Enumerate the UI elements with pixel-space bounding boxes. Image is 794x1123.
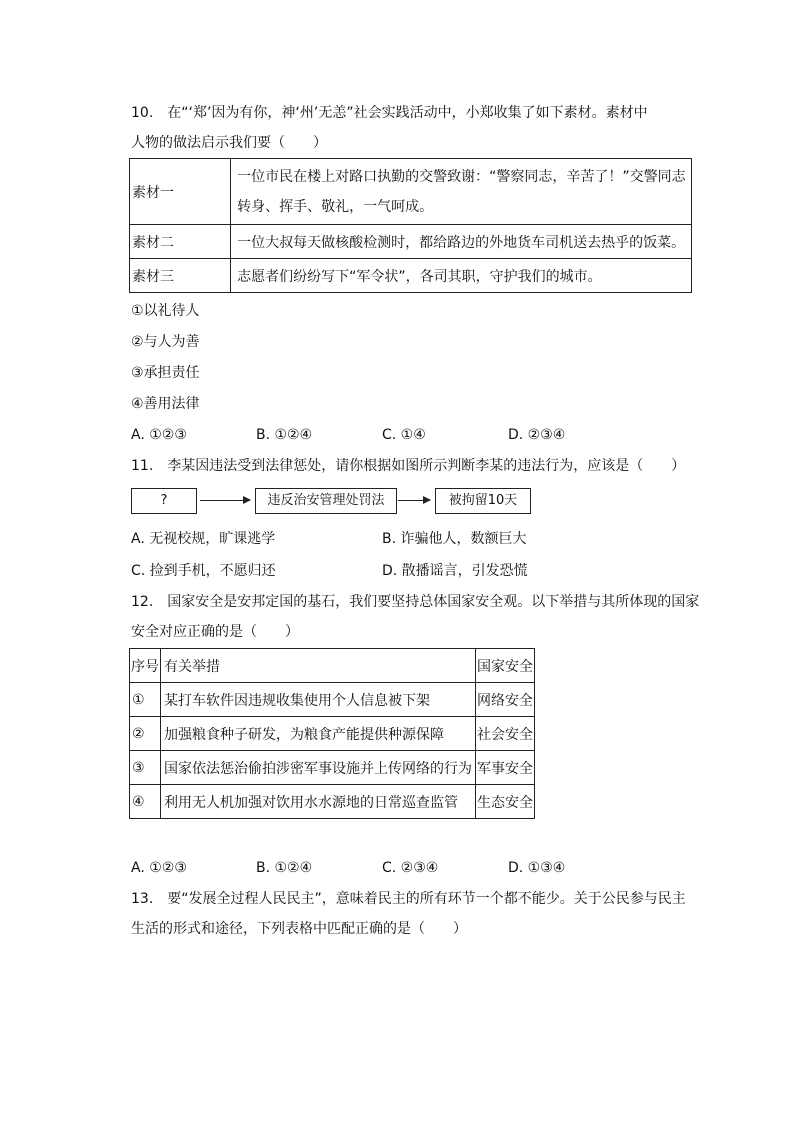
- q10-statement: ③承担责任: [131, 365, 200, 381]
- q10-material-table: [129, 158, 692, 293]
- q10-option-b[interactable]: B. ①②④: [256, 427, 313, 443]
- material-content-line: 一位市民在楼上对路口执勤的交警致谢：“警察同志，辛苦了！”交警同志: [237, 168, 686, 185]
- material-label: 素材三: [130, 259, 231, 293]
- table-row: [130, 683, 535, 717]
- material-content-line: 转身、挥手、敬礼，一气呵成。: [237, 198, 434, 215]
- row-measure: 利用无人机加强对饮用水水源地的日常巡查监管: [161, 785, 476, 819]
- q12-option-c[interactable]: C. ②③④: [382, 860, 439, 876]
- row-measure: 某打车软件因违规收集使用个人信息被下架: [161, 683, 476, 717]
- table-row: [130, 159, 692, 225]
- row-measure: 加强粮食种子研发，为粮食产能提供种源保障: [161, 717, 476, 751]
- q10-statement: ④善用法律: [131, 396, 200, 412]
- q10-statement: ①以礼待人: [131, 303, 200, 319]
- table-row: [130, 225, 692, 259]
- q11-option-b[interactable]: B. 诈骗他人，数额巨大: [382, 531, 527, 547]
- row-security: 网络安全: [476, 683, 535, 717]
- header-security: 国家安全: [476, 649, 535, 683]
- q11-option-a[interactable]: A. 无视校规，旷课逃学: [131, 531, 276, 547]
- q12-option-a[interactable]: A. ①②③: [131, 860, 187, 876]
- row-index: ④: [130, 785, 161, 819]
- q11-option-d[interactable]: D. 散播谣言，引发恐慌: [382, 563, 528, 579]
- flow-box-unknown: ?: [131, 488, 197, 514]
- q12-security-table: [129, 648, 535, 819]
- table-header-row: [130, 649, 535, 683]
- material-label: 素材二: [130, 225, 231, 259]
- table-row: [130, 785, 535, 819]
- row-security: 生态安全: [476, 785, 535, 819]
- q13-stem-line2: 生活的形式和途径，下列表格中匹配正确的是（ ）: [131, 921, 467, 937]
- q12-option-d[interactable]: D. ①③④: [508, 860, 566, 876]
- q12-stem-line2: 安全对应正确的是（ ）: [131, 624, 299, 640]
- q11-stem: 11. 李某因违法受到法律惩处，请你根据如图所示判断李某的违法行为，应该是（ ）: [131, 458, 686, 474]
- q11-option-c[interactable]: C. 捡到手机，不愿归还: [131, 563, 276, 579]
- header-index: 序号: [130, 649, 161, 683]
- q13-stem-line1: 13. 要“发展全过程人民民主”，意味着民主的所有环节一个都不能少。关于公民参与民主: [131, 891, 686, 907]
- row-measure: 国家依法惩治偷拍涉密军事设施并上传网络的行为: [161, 751, 476, 785]
- flow-box-detention: 被拘留10天: [435, 488, 531, 514]
- table-row: [130, 259, 692, 293]
- q10-option-c[interactable]: C. ①④: [382, 427, 426, 443]
- flow-box-law: 违反治安管理处罚法: [255, 488, 397, 514]
- row-security: 社会安全: [476, 717, 535, 751]
- q12-option-b[interactable]: B. ①②④: [256, 860, 313, 876]
- material-content: [231, 159, 692, 225]
- row-security: 军事安全: [476, 751, 535, 785]
- q12-stem-line1: 12. 国家安全是安邦定国的基石，我们要坚持总体国家安全观。以下举措与其所体现的国家: [131, 594, 700, 610]
- q10-stem-line2: 人物的做法启示我们要（ ）: [131, 135, 327, 151]
- material-label: 素材一: [130, 159, 231, 225]
- q10-option-a[interactable]: A. ①②③: [131, 427, 187, 443]
- q10-stem-line1: 10. 在“‘郑’因为有你，神‘州’无恙”社会实践活动中，小郑收集了如下素材。素材中: [131, 105, 648, 121]
- material-content: 志愿者们纷纷写下“军令状”，各司其职，守护我们的城市。: [231, 259, 692, 293]
- table-row: [130, 751, 535, 785]
- arrow-right-icon: [200, 500, 250, 501]
- row-index: ②: [130, 717, 161, 751]
- header-measure: 有关举措: [161, 649, 476, 683]
- row-index: ①: [130, 683, 161, 717]
- material-content: 一位大叔每天做核酸检测时，都给路边的外地货车司机送去热乎的饭菜。: [231, 225, 692, 259]
- table-row: [130, 717, 535, 751]
- q10-statement: ②与人为善: [131, 334, 200, 350]
- q10-option-d[interactable]: D. ②③④: [508, 427, 566, 443]
- row-index: ③: [130, 751, 161, 785]
- arrow-right-icon: [398, 500, 430, 501]
